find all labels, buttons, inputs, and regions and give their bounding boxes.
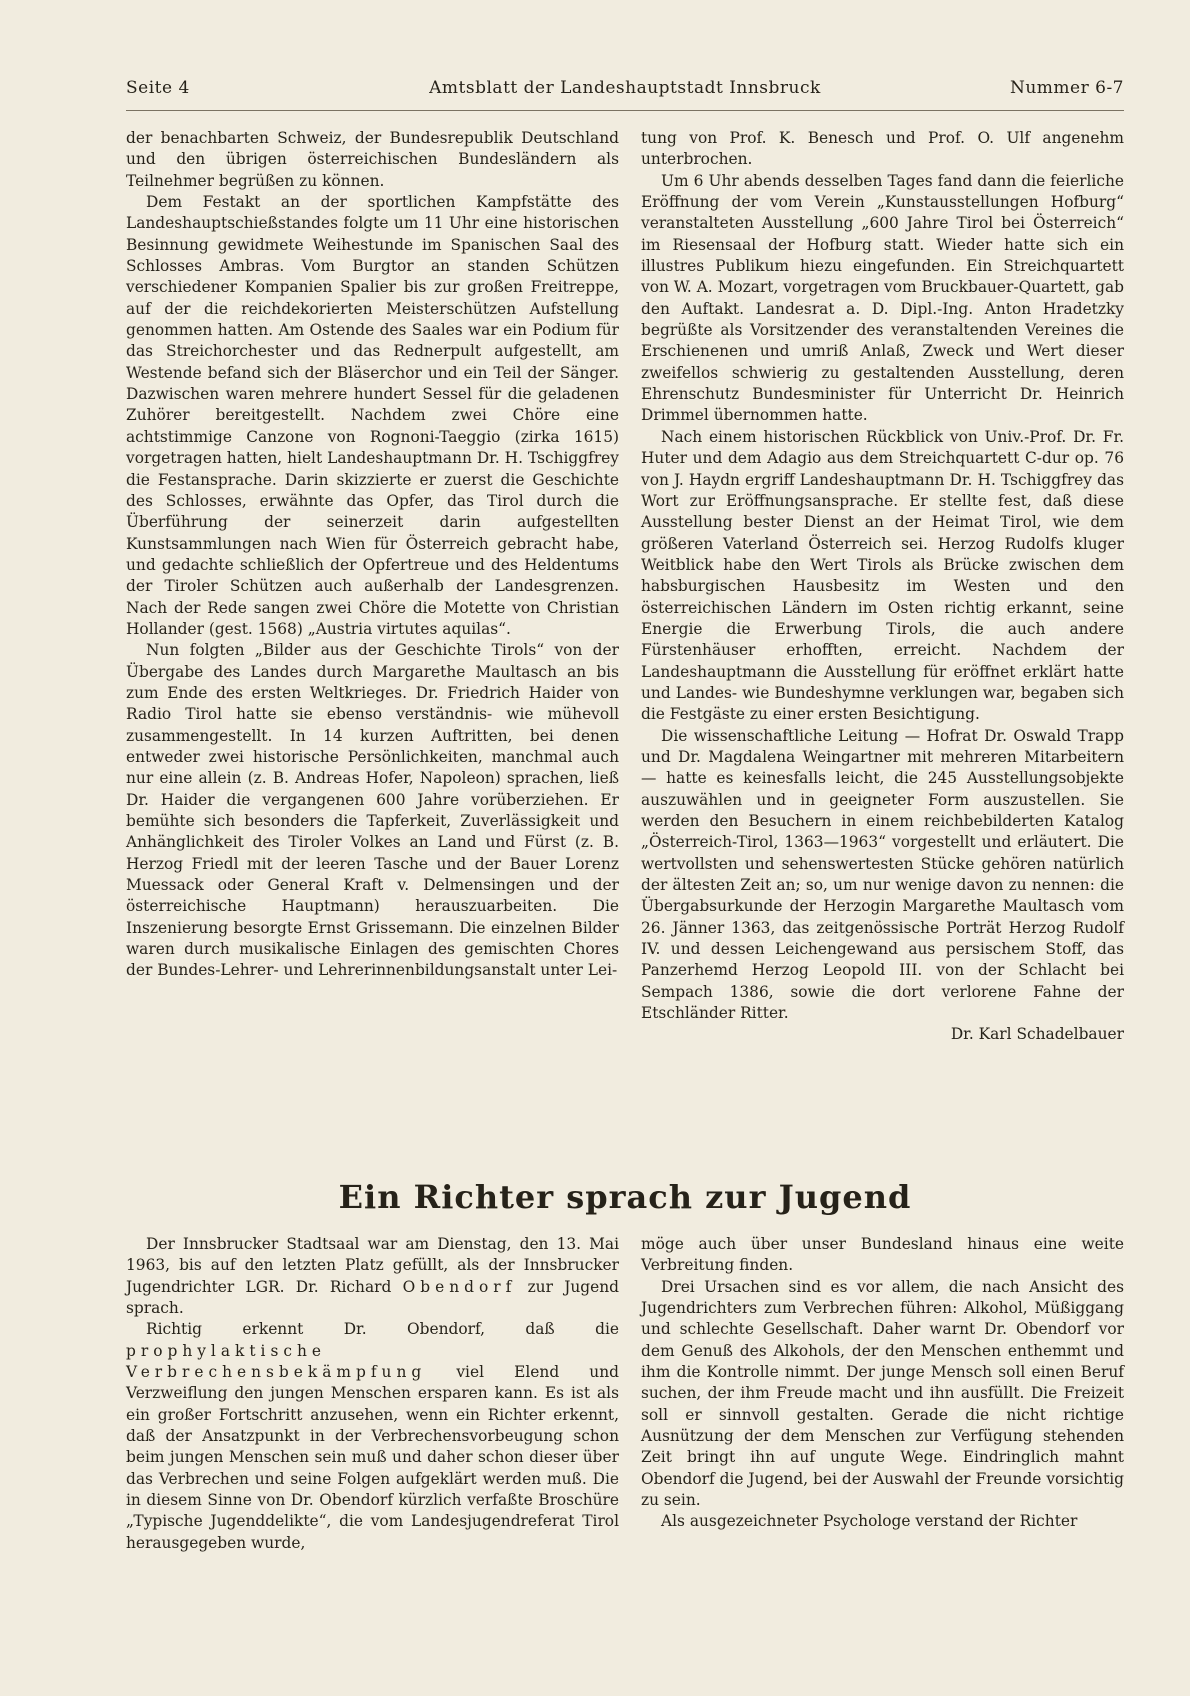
text-run: Der Innsbrucker Stadtsaal war am Dienstag, den 13. Mai 1963, bis auf den letzten Platz gefüllt, als der Innsbrucker Jugendrichter LGR. Dr. Richard	[126, 1235, 619, 1296]
paragraph: tung von Prof. K. Benesch und Prof. O. Ulf angenehm unterbrochen.	[641, 129, 1124, 169]
header-divider	[126, 110, 1124, 111]
paragraph: Drei Ursachen sind es vor allem, die nach Ansicht des Jugendrichters zum Verbrechen führen: Alkohol, Müßiggang und schlechte Gesellschaft. Daher warnt Dr. Obendorf vor dem Genuß des Alkohols, der den Menschen enthemmt und ihm die Kontrolle nimmt. Der junge Mensch soll einen Beruf suchen, der ihm Freude macht und ihn ausfüllt. Die Freizeit soll er sinnvoll gestalten. Gerade die nicht richtige Ausnützung der dem Menschen zur Verfügung stehenden Zeit bringt ihn auf ungute Wege. Eindringlich mahnt Obendorf die Jugend, bei der Auswahl der Freunde vorsichtig zu sein.	[641, 1277, 1124, 1510]
paragraph: Um 6 Uhr abends desselben Tages fand dann die feierliche Eröffnung der vom Verein „Kunstausstellungen Hofburg“ veranstalteten Ausstellung „600 Jahre Tirol bei Österreich“ im Riesensaal der Hofburg statt. Wieder hatte sich ein illustres Publikum hiezu eingefunden. Ein Streichquartett von W. A. Mozart, vorgetragen vom Bruckbauer-Quartett, gab den Auftakt. Landesrat a. D. Dipl.-Ing. Anton Hradetzky begrüßte als Vorsitzender des veranstaltenden Vereines die Erschienenen und umriß Anlaß, Zweck und Wert dieser zweifellos schwierig zu gestaltenden Ausstellung, deren Ehrenschutz Bundesminister für Unterricht Dr. Heinrich Drimmel übernommen hatte.	[641, 171, 1124, 425]
paragraph: möge auch über unser Bundesland hinaus eine weite Verbreitung finden.	[641, 1235, 1124, 1275]
judge-name: Obendorf	[402, 1277, 517, 1296]
text-run: Richtig erkennt Dr. Obendorf, daß die	[146, 1320, 619, 1339]
paragraph	[126, 1234, 619, 1319]
paragraph: Als ausgezeichneter Psychologe verstand der Richter	[661, 1512, 1078, 1531]
paragraph: Nach einem historischen Rückblick von Univ.-Prof. Dr. Fr. Huter und dem Adagio aus dem Streichquartett C-dur op. 76 von J. Haydn ergriff Landeshauptmann Dr. H. Tschiggfrey das Wort zur Eröffnungsansprache. Er stellte fest, daß diese Ausstellung bester Dienst an der Heimat Tirol, wie dem größeren Vaterland Österreich sei. Herzog Rudolfs kluger Weitblick habe den Wert Tirols als Brücke zwischen dem habsburgischen Hausbesitz im Westen und den österreichischen Ländern im Osten richtig erkannt, seine Energie die Erwerbung Tirols, die auch andere Fürstenhäuser erhofften, erreicht. Nachdem der Landeshauptmann die Ausstellung für eröffnet erklärt hatte und Landes- wie Bundeshymne verklungen war, begaben sich die Festgäste zu einer ersten Besichtigung.	[641, 427, 1124, 724]
article1-column-left	[126, 128, 619, 982]
page-number: Seite 4	[126, 78, 190, 98]
author-signature: Dr. Karl Schadelbauer	[950, 1025, 1124, 1044]
paragraph: Dem Festakt an der sportlichen Kampfstätte des Landeshauptschießstandes folgte um 11 Uhr eine historischen Besinnung gewidmete Weihestunde im Spanischen Saal des Schlosses Ambras. Vom Burgtor an standen Schützen verschiedener Kompanien Spalier bis zur großen Freitreppe, auf der die reichdekorierten Meisterschützen Aufstellung genommen hatten. Am Ostende des Saales war ein Podium für das Streichorchester und das Rednerpult aufgestellt, am Westende befand sich der Bläserchor und ein Teil der Sänger. Dazwischen waren mehrere hundert Sessel für die geladenen Zuhörer bereitgestellt. Nachdem zwei Chöre eine achtstimmige Canzone von Rognoni-Taeggio (zirka 1615) vorgetragen hatten, hielt Landeshauptmann Dr. H. Tschiggfrey die Festansprache. Darin skizzierte er zuerst die Geschichte des Schlosses, erwähnte das Opfer, das Tirol durch die Überführung der seinerzeit darin aufgestellten Kunstsammlungen nach Wien für Österreich gebracht habe, und gedachte schließlich der Opfertreue und des Heldentums der Tiroler Schützen auch außerhalb der Landesgrenzen. Nach der Rede sangen zwei Chöre die Motette von Christian Hollander (gest. 1568) „Austria virtutes aquilas“.	[126, 193, 619, 638]
paragraph: der benachbarten Schweiz, der Bundesrepublik Deutschland und den übrigen österreichischen Bundesländern als Teilnehmer begrüßen zu können.	[126, 129, 619, 190]
article1-column-right	[641, 128, 1124, 1046]
paragraph	[126, 1319, 619, 1554]
page-header	[126, 78, 1124, 102]
article2-column-left	[126, 1234, 619, 1554]
article2-headline: Ein Richter sprach zur Jugend	[338, 1178, 912, 1216]
text-run: viel Elend und Verzweiflung den jungen Menschen ersparen kann. Es ist als ein großer Fortschritt anzusehen, wenn ein Richter erkennt, daß der Ansatzpunkt in der Verbrechensvorbeugung schon beim jungen Menschen sein muß und daher schon dieser über das Verbrechen und seine Folgen aufgeklärt werden muß. Die in diesem Sinne von Dr. Obendorf kürzlich verfaßte Broschüre „Typische Jugenddelikte“, die vom Landesjugendreferat Tirol herausgegeben wurde,	[126, 1363, 619, 1552]
article2-column-right	[641, 1234, 1124, 1533]
text-run: zur Jugend sprach.	[126, 1277, 620, 1318]
issue-number: Nummer 6-7	[1009, 78, 1124, 98]
emphasis-term: prophylaktische Verbrechensbekämpfung	[126, 1341, 427, 1382]
paragraph: Die wissenschaftliche Leitung — Hofrat Dr. Oswald Trapp und Dr. Magdalena Weingartner mit mehreren Mitarbeitern — hatte es keinesfalls leicht, die 245 Ausstellungsobjekte auszuwählen und in geeigneter Form auszustellen. Sie werden den Besuchern in einem reichbebilderten Katalog „Österreich-Tirol, 1363—1963“ vorgestellt und erläutert. Die wertvollsten und sehenswertesten Stücke gehören natürlich der ältesten Zeit an; so, um nur wenige davon zu nennen: die Übergabsurkunde der Herzogin Margarethe Maultasch vom 26. Jänner 1363, das zeitgenössische Porträt Herzog Rudolf IV. und dessen Leichengewand aus persischem Stoff, das Panzerhemd Herzog Leopold III. von der Schlacht bei Sempach 1386, sowie die dort verlorene Fahne der Etschländer Ritter.	[641, 726, 1124, 1023]
publication-title: Amtsblatt der Landeshauptstadt Innsbruck	[429, 78, 821, 98]
paragraph: Nun folgten „Bilder aus der Geschichte Tirols“ von der Übergabe des Landes durch Margarethe Maultasch an bis zum Ende des ersten Weltkrieges. Dr. Friedrich Haider von Radio Tirol hatte sie ebenso verständnis- wie mühevoll zusammengestellt. In 14 kurzen Auftritten, bei denen entweder zwei historische Persönlichkeiten, manchmal auch nur eine allein (z. B. Andreas Hofer, Napoleon) sprachen, ließ Dr. Haider die vergangenen 600 Jahre vorüberziehen. Er bemühte sich besonders die Tapferkeit, Zuverlässigkeit und Anhänglichkeit des Tiroler Volkes an Land und Fürst (z. B. Herzog Friedl mit der leeren Tasche und der Bauer Lorenz Muessack oder General Kraft v. Delmensingen und der österreichische Hauptmann) herauszuarbeiten. Die Inszenierung besorgte Ernst Grissemann. Die einzelnen Bilder waren durch musikalische Einlagen des gemischten Chores der Bundes-Lehrer- und Lehrerinnenbildungsanstalt unter Lei-	[126, 641, 619, 980]
